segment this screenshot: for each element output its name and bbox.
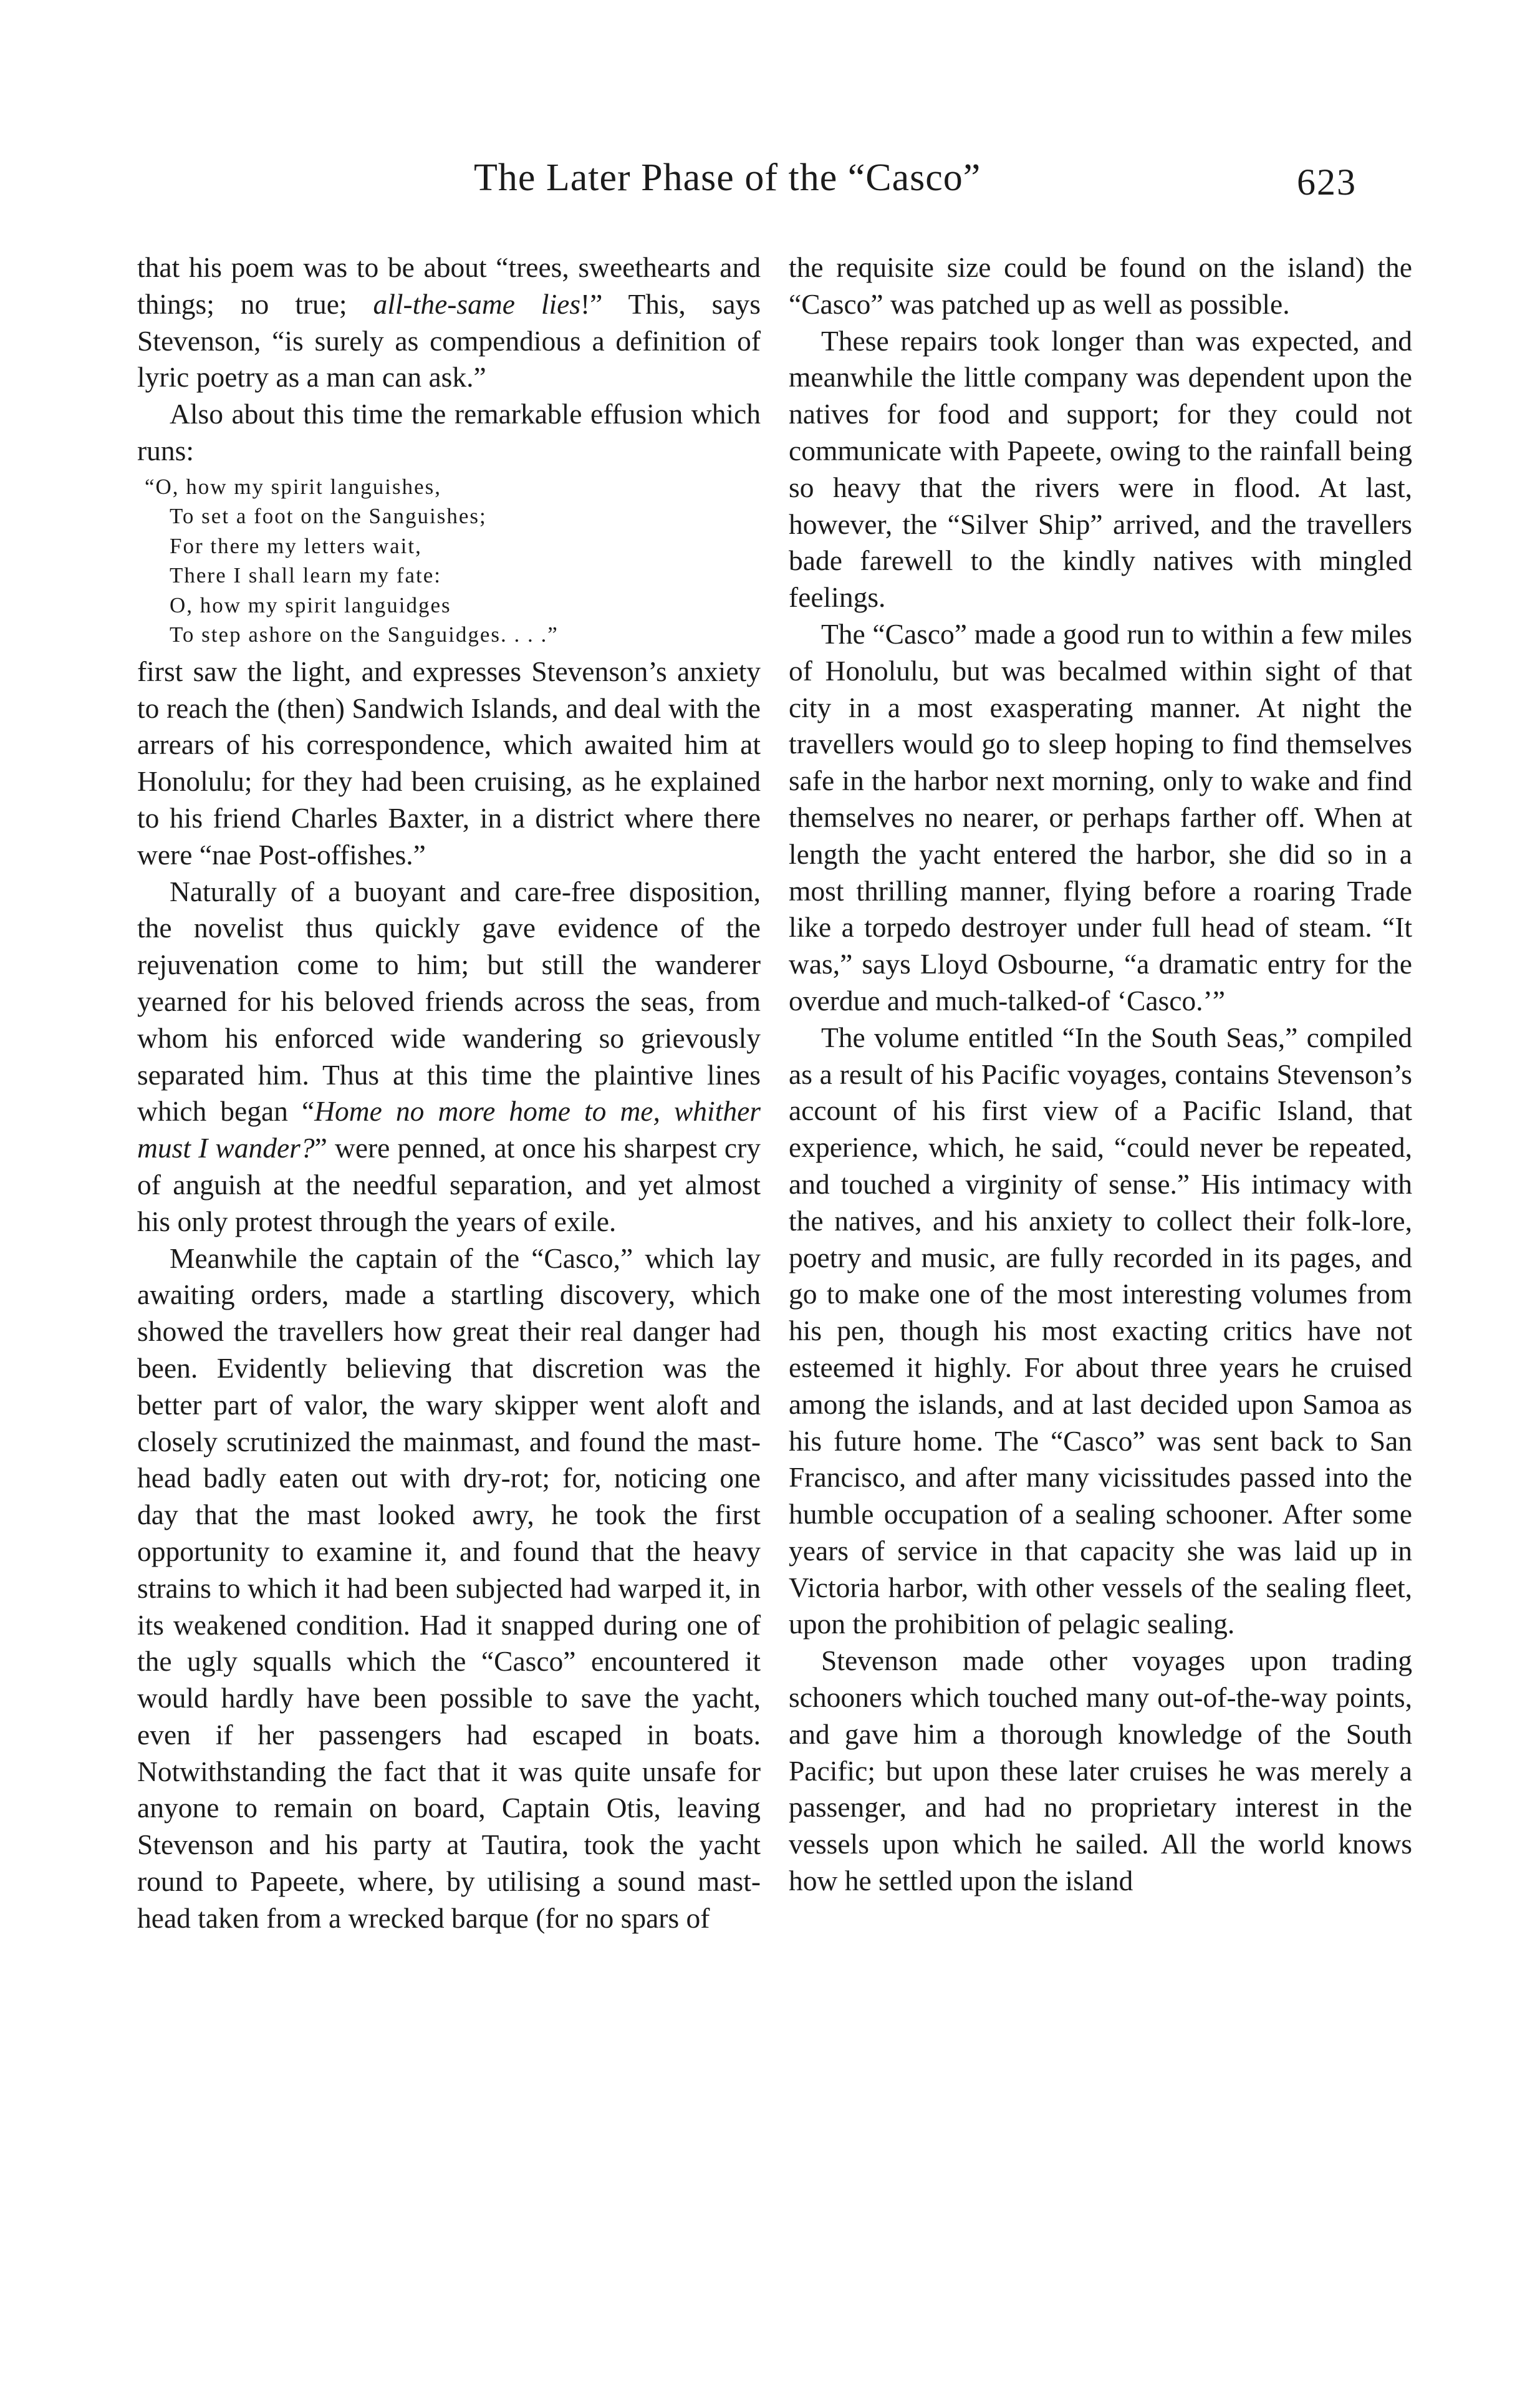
verse-block xyxy=(137,472,761,650)
paragraph: Naturally of a buoyant and care-free disposition, the novelist thus quickly gave evidence of the rejuvenation come to him; but still the wanderer yearned for his beloved friends across the seas, from whom his enforced wide wandering so grievously separated him. Thus at this time the plaintive lines which began “Home no more home to me, whither must I wander?” were penned, at once his sharpest cry of anguish at the needful separation, and yet almost his only protest through the years of exile. xyxy=(137,875,761,1237)
paragraph: first saw the light, and expresses Stevenson’s anxiety to reach the (then) Sandwich Islands, and deal with the arrears of his correspondence, which awaited him at Honolulu; for they had been cruising, as he explained to his friend Charles Baxter, in a district where there were “nae Post-offishes.” xyxy=(137,655,761,871)
paragraph: These repairs took longer than was expected, and meanwhile the little company was dependent upon the natives for food and support; for they could not communicate with Papeete, owing to the rainfall being so heavy that the rivers were in flood. At last, however, the “Silver Ship” arrived, and the travellers bade farewell to the kindly natives with mingled feelings. xyxy=(789,324,1412,614)
verse-line: For there my letters wait, xyxy=(170,533,422,558)
verse-line: To step ashore on the Sanguidges. . . .” xyxy=(170,622,559,647)
italic-quote: Home no more home to me, whither must I wander? xyxy=(137,1095,761,1164)
verse-line: To set a foot on the Sanguishes; xyxy=(170,504,487,529)
left-column xyxy=(137,249,761,1937)
paragraph: that his poem was to be about “trees, sweethearts and things; no true; all-the-same lies!” This, says Stevenson, “is surely as compendious a definition of lyric poetry as a man can ask.” xyxy=(137,251,761,394)
right-column xyxy=(789,249,1412,1900)
page-number: 623 xyxy=(1297,162,1357,203)
verse-line: There I shall learn my fate: xyxy=(170,563,441,588)
paragraph: the requisite size could be found on the island) the “Casco” was patched up as well as possible. xyxy=(789,251,1412,320)
paragraph: The “Casco” made a good run to within a few miles of Honolulu, but was becalmed within sight of that city in a most exasperating manner. At night the travellers would go to sleep hoping to find themselves safe in the harbor next morning, only to wake and find themselves no nearer, or perhaps farther off. When at length the yacht entered the harbor, she did so in a most thrilling manner, flying before a roaring Trade like a torpedo destroyer under full head of steam. “It was,” says Lloyd Osbourne, “a dramatic entry for the overdue and much-talked-of ‘Casco.’” xyxy=(789,617,1412,1017)
italic-quote: all-the-same lies xyxy=(373,287,581,320)
page-header xyxy=(0,156,1540,212)
paragraph: Meanwhile the captain of the “Casco,” which lay awaiting orders, made a startling discovery, which showed the travellers how great their real danger had been. Evidently believing that discretion was the better part of valor, the wary skipper went aloft and closely scrutinized the mainmast, and found the mast-head badly eaten out with dry-rot; for, noticing one day that the mast looked awry, he took the first opportunity to examine it, and found that the heavy strains to which it had been subjected had warped it, in its weakened condition. Had it snapped during one of the ugly squalls which the “Casco” encountered it would hardly have been possible to save the yacht, even if her passengers had escaped in boats. Notwithstanding the fact that it was quite unsafe for anyone to remain on board, Captain Otis, leaving Stevenson and his party at Tautira, took the yacht round to Papeete, where, by utilising a sound mast-head taken from a wrecked barque (for no spars of xyxy=(137,1242,761,1934)
verse-line: O, how my spirit languidges xyxy=(170,592,451,617)
running-title: The Later Phase of the “Casco” xyxy=(474,157,981,199)
paragraph: Stevenson made other voyages upon trading schooners which touched many out-of-the-way points, and gave him a thorough knowledge of the South Pacific; but upon these later cruises he was merely a passenger, and had no proprietary interest in the vessels upon which he sailed. All the world knows how he settled upon the island xyxy=(789,1645,1412,1897)
paragraph: Also about this time the remarkable effusion which runs: xyxy=(137,398,761,466)
verse-line: “O, how my spirit languishes, xyxy=(145,474,442,499)
paragraph: The volume entitled “In the South Seas,” compiled as a result of his Pacific voyages, contains Stevenson’s account of his first view of a Pacific Island, that experience, which, he said, “could never be repeated, and touched a virginity of sense.” His intimacy with the natives, and his anxiety to collect their folk-lore, poetry and music, are fully recorded in its pages, and go to make one of the most interesting volumes from his pen, though his most exacting critics have not esteemed it highly. For about three years he cruised among the islands, and at last decided upon Samoa as his future home. The “Casco” was sent back to San Francisco, and after many vicissitudes passed into the humble occupation of a sealing schooner. After some years of service in that capacity she was laid up in Victoria harbor, with other vessels of the sealing fleet, upon the prohibition of pelagic sealing. xyxy=(789,1021,1412,1640)
